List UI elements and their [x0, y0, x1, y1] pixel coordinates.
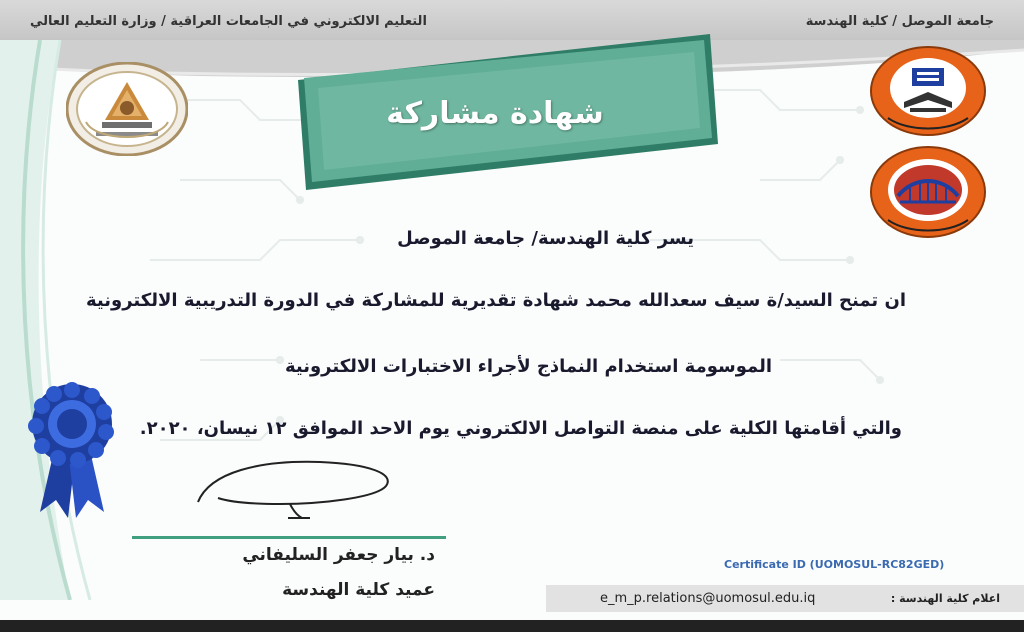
award-rosette-icon — [26, 380, 118, 522]
signatory-title: عميد كلية الهندسة — [282, 580, 435, 600]
header-university-text: جامعة الموصل / كلية الهندسة — [805, 14, 994, 29]
date-line: والتي أقامتها الكلية على منصة التواصل الالكتروني يوم الاحد الموافق ١٢ نيسان، ٢٠٢٠. — [139, 418, 902, 439]
course-title-line: الموسومة استخدام النماذج لأجراء الاختبارات الالكترونية — [284, 356, 772, 377]
university-logo-icon — [870, 46, 986, 136]
header-ministry-text: التعليم الالكتروني في الجامعات العراقية / وزارة التعليم العالي — [30, 14, 427, 29]
signature-underline — [132, 536, 446, 539]
signatory-name: د. بيار جعفر السليفاني — [242, 545, 435, 565]
certificate-id: Certificate ID (UOMOSUL-RC82GED) — [724, 558, 945, 571]
certificate-title: شهادة مشاركة — [386, 96, 604, 131]
engineering-college-logo-icon — [870, 146, 986, 238]
contact-label: اعلام كلية الهندسة : — [890, 592, 1000, 605]
grant-line: ان تمنح السيد/ة سيف سعدالله محمد شهادة تقديرية للمشاركة في الدورة التدريبية الالكترونية — [86, 290, 906, 311]
contact-email[interactable]: e_m_p.relations@uomosul.edu.iq — [600, 591, 816, 606]
intro-line: يسر كلية الهندسة/ جامعة الموصل — [397, 228, 694, 249]
ministry-logo-icon — [66, 62, 188, 156]
bottom-edge-bar — [0, 620, 1024, 632]
signature-icon — [190, 452, 395, 527]
